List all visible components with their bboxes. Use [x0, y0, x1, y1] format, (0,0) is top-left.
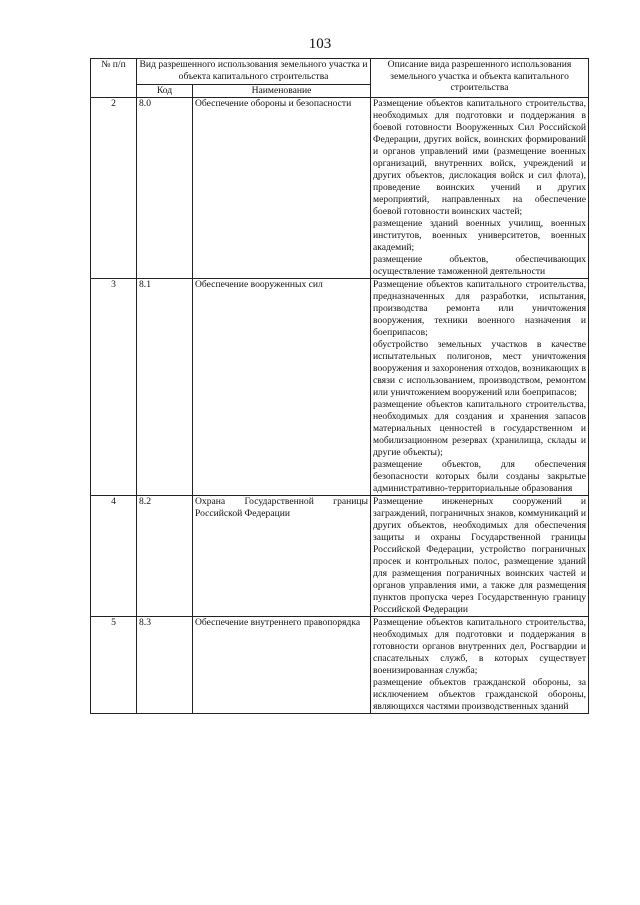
row-code: 8.0	[137, 97, 193, 278]
description-paragraph: обустройство земельных участков в качестве испытательных полигонов, мест уничтожения вооружения и захоронения отходов, возникающих в связи с использованием, производством, ремонтом или уничтожением вооружений или боеприпасов;	[373, 338, 587, 398]
row-code: 8.1	[137, 278, 193, 495]
description-paragraph: размещение объектов, обеспечивающих осуществление таможенной деятельности	[373, 253, 587, 277]
table-row	[91, 616, 589, 713]
description-paragraph: Размещение объектов капитального строительства, необходимых для подготовки и поддержания в готовности органов внутренних дел, Росгвардии и спасательных служб, в которых существует военизированная служба;	[373, 616, 587, 676]
page-number: 103	[308, 36, 332, 52]
header-permitted-use-type: Вид разрешенного использования земельного участка и объекта капитального строительства	[137, 59, 371, 85]
header-name: Наименование	[193, 85, 371, 98]
description-paragraph: Размещение объектов капитального строительства, предназначенных для разработки, испытания, производства ремонта или уничтожения вооружения, техники военного назначения и боеприпасов;	[373, 278, 587, 338]
land-use-table	[90, 58, 589, 714]
description-paragraph: Размещение объектов капитального строительства, необходимых для подготовки и поддержания в боевой готовности Вооруженных Сил Российской Федерации, других войск, воинских формирований и органов управлений ими (размещение военных организаций, внутренних войск, учреждений и других объектов, дислокация войск и сил флота), проведение воинских учений и других мероприятий, направленных на обеспечение боевой готовности воинских частей;	[373, 97, 587, 217]
table-row	[91, 278, 589, 495]
table-body	[91, 97, 589, 713]
header-description: Описание вида разрешенного использования земельного участка и объекта капитального строительства	[371, 59, 589, 98]
header-number: № п/п	[91, 59, 137, 98]
description-paragraph: размещение объектов, для обеспечения безопасности которых были созданы закрытые административно-территориальные образования	[373, 458, 587, 494]
row-name: Обеспечение обороны и безопасности	[193, 97, 371, 278]
row-description	[371, 495, 589, 616]
row-number: 5	[91, 616, 137, 713]
row-description	[371, 278, 589, 495]
row-name: Охрана Государственной границы Российской Федерации	[193, 495, 371, 616]
row-name: Обеспечение вооруженных сил	[193, 278, 371, 495]
table-row	[91, 97, 589, 278]
row-name: Обеспечение внутреннего правопорядка	[193, 616, 371, 713]
row-description	[371, 97, 589, 278]
description-paragraph: размещение зданий военных училищ, военных институтов, военных университетов, военных академий;	[373, 217, 587, 253]
row-code: 8.2	[137, 495, 193, 616]
header-code: Код	[137, 85, 193, 98]
table-row	[91, 495, 589, 616]
description-paragraph: размещение объектов гражданской обороны, за исключением объектов гражданской обороны, являющихся частями производственных зданий	[373, 676, 587, 712]
row-code: 8.3	[137, 616, 193, 713]
row-number: 3	[91, 278, 137, 495]
row-number: 4	[91, 495, 137, 616]
description-paragraph: Размещение инженерных сооружений и заграждений, пограничных знаков, коммуникаций и других объектов, необходимых для обеспечения защиты и охраны Государственной границы Российской Федерации, устройство пограничных просек и контрольных полос, размещение зданий для размещения пограничных воинских частей и органов управления ими, а также для размещения пунктов пропуска через Государственную границу Российской Федерации	[373, 495, 587, 615]
row-number: 2	[91, 97, 137, 278]
row-description	[371, 616, 589, 713]
description-paragraph: размещение объектов капитального строительства, необходимых для создания и хранения запасов материальных ценностей в государственном и мобилизационном резервах (хранилища, склады и другие объекты);	[373, 398, 587, 458]
